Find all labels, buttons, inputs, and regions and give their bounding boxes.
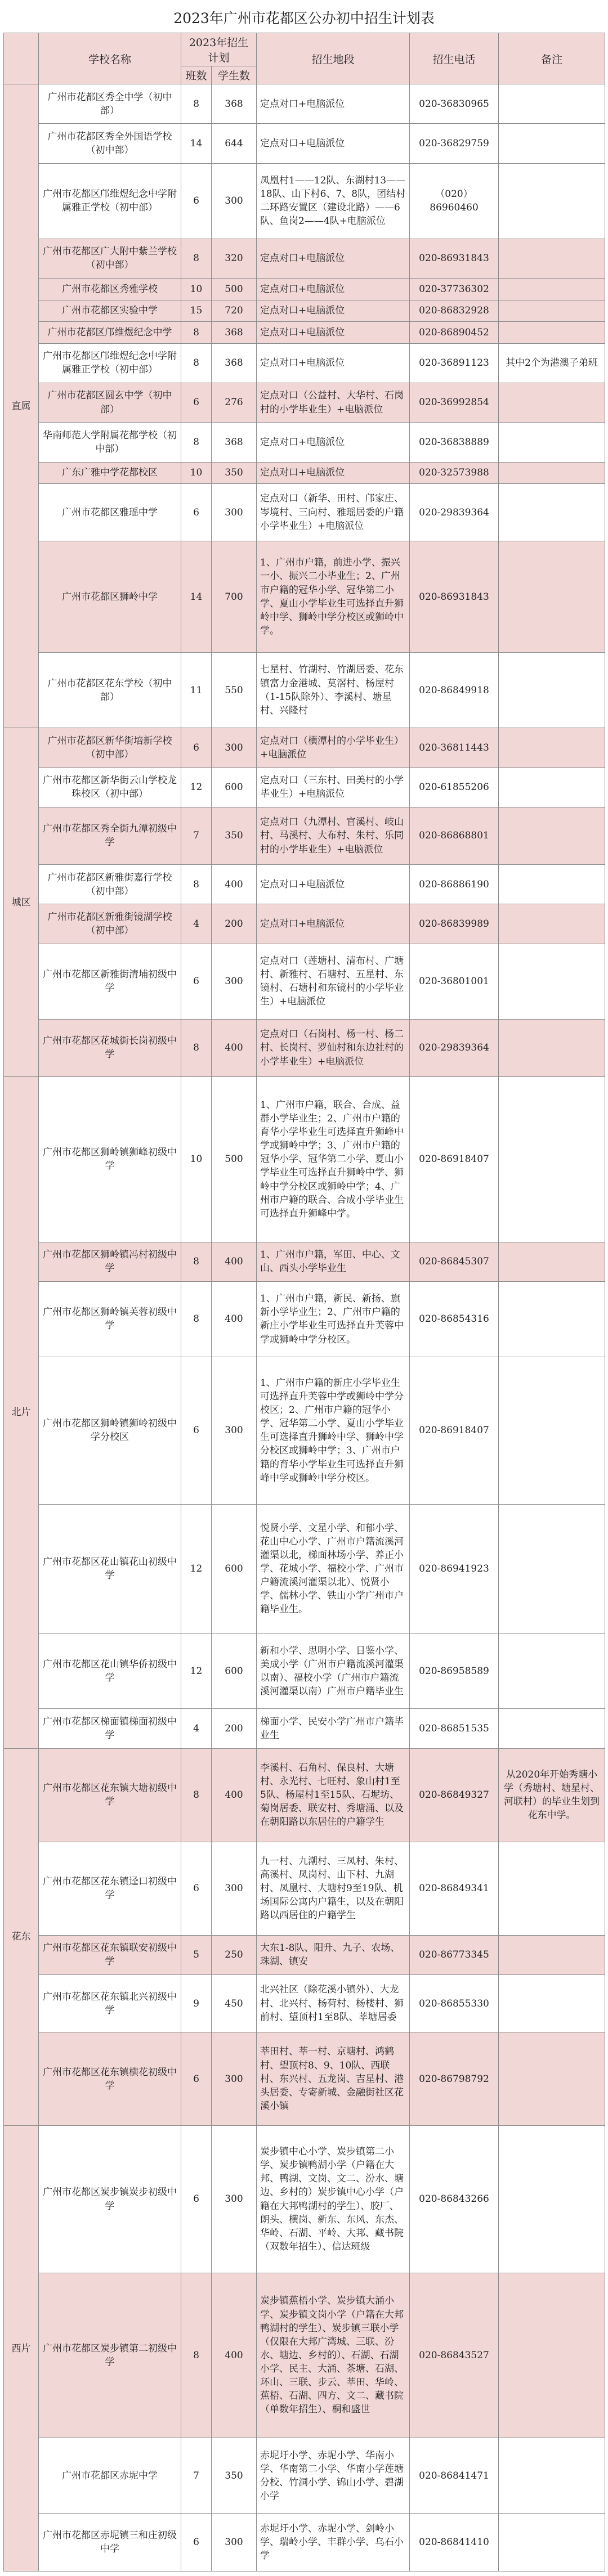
note	[499, 163, 605, 239]
school-name: 广州市花都区新华街云山学校龙珠校区（初中部）	[39, 768, 181, 807]
enrollment-area: 定点对口+电脑派位	[257, 84, 410, 124]
student-count: 368	[212, 322, 257, 343]
table-row	[4, 807, 605, 864]
phone-number: 020-86849918	[410, 653, 499, 728]
school-name: 广州市花都区广大附中紫兰学校（初中部）	[39, 239, 181, 278]
student-count: 500	[212, 1077, 257, 1242]
table-row	[4, 1975, 605, 2032]
school-name: 广州市花都区狮岭镇芙蓉初级中学	[39, 1281, 181, 1357]
note	[499, 279, 605, 300]
phone-number: 020-86958589	[410, 1633, 499, 1709]
phone-number: 020-36801001	[410, 944, 499, 1019]
school-name: 广州市花都区花东镇联安初级中学	[39, 1935, 181, 1974]
student-count: 644	[212, 124, 257, 163]
class-count: 12	[181, 1633, 212, 1709]
enrollment-area: 定点对口（莲塘村、清布村、广塘村、新雅村、石塘村、五星村、东镜村、石塘村和东镜村的小学毕业生）+电脑派位	[257, 944, 410, 1019]
enrollment-area: 大东1-8队、阳升、九子、农场、珠湖、镇安	[257, 1935, 410, 1974]
note	[499, 383, 605, 422]
class-count: 6	[181, 2126, 212, 2273]
note	[499, 84, 605, 124]
table-row	[4, 2273, 605, 2438]
school-name: 广州市花都区秀雅学校	[39, 279, 181, 300]
class-count: 6	[181, 728, 212, 768]
enrollment-area: 定点对口+电脑派位	[257, 322, 410, 343]
table-row	[4, 1281, 605, 1357]
phone-number: 020-36829759	[410, 124, 499, 163]
enrollment-area: 定点对口+电脑派位	[257, 865, 410, 904]
note	[499, 1633, 605, 1709]
enrollment-area: 定点对口+电脑派位	[257, 343, 410, 383]
school-name: 华南师范大学附属花都学校（初中部）	[39, 423, 181, 462]
phone-number: 020-86839989	[410, 904, 499, 944]
table-row	[4, 1077, 605, 1242]
class-count: 6	[181, 2032, 212, 2126]
class-count: 8	[181, 1242, 212, 1281]
enrollment-area: 梯面小学、民安小学广州市户籍毕业生	[257, 1709, 410, 1748]
school-name: 广州市花都区花城街长岗初级中学	[39, 1019, 181, 1076]
class-count: 10	[181, 1077, 212, 1242]
class-count: 8	[181, 865, 212, 904]
phone-number: 020-86845307	[410, 1242, 499, 1281]
student-count: 450	[212, 1975, 257, 2032]
class-count: 6	[181, 163, 212, 239]
enrollment-area: 七星村、竹湖村、竹湖居委、花东镇富力金港城、莫滘村、杨屋村（1-15队除外）、李溪村、塘星村、兴隆村	[257, 653, 410, 728]
school-name: 广州市花都区花东镇迳口初级中学	[39, 1842, 181, 1935]
school-name: 广州市花都区圆玄中学（初中部）	[39, 383, 181, 422]
class-count: 12	[181, 768, 212, 807]
enrollment-area: 定点对口（公益村、大华村、石岗村的小学毕业生）+电脑派位	[257, 383, 410, 422]
note	[499, 462, 605, 483]
note	[499, 1281, 605, 1357]
table-row	[4, 768, 605, 807]
header-students: 学生数	[212, 66, 257, 84]
school-name: 广州市花都区花东学校（初中部）	[39, 653, 181, 728]
table-row	[4, 300, 605, 321]
group-label: 花东	[4, 1748, 39, 2125]
phone-number: 020-86931843	[410, 239, 499, 278]
phone-number: 020-86832928	[410, 300, 499, 321]
class-count: 7	[181, 2438, 212, 2514]
note	[499, 904, 605, 944]
school-name: 广州市花都区花东镇北兴初级中学	[39, 1975, 181, 2032]
phone-number: 020-86773345	[410, 1935, 499, 1974]
class-count: 11	[181, 653, 212, 728]
enrollment-area: 定点对口（三东村、田美村的小学毕业生）+电脑派位	[257, 768, 410, 807]
table-body	[4, 84, 605, 2571]
phone-number: 020-86849341	[410, 1842, 499, 1935]
enrollment-area: 定点对口（九潭村、官溪村、岐山村、马溪村、大布村、朱村、乐同村的小学毕业生）+电脑派位	[257, 807, 410, 864]
student-count: 300	[212, 1357, 257, 1505]
class-count: 5	[181, 1935, 212, 1974]
class-count: 7	[181, 807, 212, 864]
class-count: 8	[181, 322, 212, 343]
school-name: 广州市花都区雅瑶中学	[39, 484, 181, 541]
school-name: 广州市花都区炭步镇炭步初级中学	[39, 2126, 181, 2273]
student-count: 368	[212, 343, 257, 383]
school-name: 广州市花都区邝维煜纪念中学	[39, 322, 181, 343]
phone-number: 020-86843527	[410, 2273, 499, 2438]
enrollment-area: 1、广州市户籍，前进小学、振兴一小、振兴二小毕业生；2、广州市户籍的冠华小学、冠华第二小学、夏山小学毕业生可选择直升狮岭中学、狮岭中学分校区或狮岭中学。	[257, 541, 410, 653]
student-count: 300	[212, 1842, 257, 1935]
class-count: 14	[181, 541, 212, 653]
student-count: 400	[212, 2273, 257, 2438]
note	[499, 2438, 605, 2514]
student-count: 276	[212, 383, 257, 422]
school-name: 广州市花都区狮岭中学	[39, 541, 181, 653]
phone-number: 020-86918407	[410, 1357, 499, 1505]
student-count: 300	[212, 484, 257, 541]
school-name: 广州市花都区狮岭镇狮峰初级中学	[39, 1077, 181, 1242]
note	[499, 2273, 605, 2438]
table-row	[4, 322, 605, 343]
phone-number: 020-86841410	[410, 2514, 499, 2571]
phone-number: 020-86941923	[410, 1504, 499, 1633]
student-count: 320	[212, 239, 257, 278]
note	[499, 2514, 605, 2571]
note	[499, 1242, 605, 1281]
class-count: 8	[181, 1281, 212, 1357]
class-count: 4	[181, 904, 212, 944]
table-row	[4, 2032, 605, 2126]
enrollment-area: 定点对口+电脑派位	[257, 462, 410, 483]
enrollment-area: 北兴社区（除花溪小镇外）、大龙村、北兴村、杨荷村、杨楼村、狮前村、望顶村1至8队、莘塘居委	[257, 1975, 410, 2032]
school-name: 广州市花都区狮岭镇冯村初级中学	[39, 1242, 181, 1281]
school-name: 广州市花都区梯面镇梯面初级中学	[39, 1709, 181, 1748]
phone-number: 020-86868801	[410, 807, 499, 864]
note	[499, 1357, 605, 1505]
note	[499, 239, 605, 278]
enrollment-area: 炭步镇蕉梧小学、炭步镇大涌小学、炭步镇文岗小学（户籍在大邦鸭湖村的学生）、炭步镇三联小学（仅限在大邦广湾城、三联、汾水、塘边、乡村的）、石湖、石湖小学、民主、大涌、茶塘、石湖、环山、三联、步云、莘田、华岭、蕉梧、石湖、四方、文二、藏书院（单数年招生）、桐和盛世	[257, 2273, 410, 2438]
student-count: 250	[212, 1935, 257, 1974]
class-count: 15	[181, 300, 212, 321]
header-plan: 2023年招生计划	[181, 33, 257, 66]
school-name: 广州市花都区花东镇大塘初级中学	[39, 1748, 181, 1842]
class-count: 6	[181, 1842, 212, 1935]
student-count: 300	[212, 728, 257, 768]
phone-number: 020-36992854	[410, 383, 499, 422]
group-label: 西片	[4, 2126, 39, 2571]
note	[499, 322, 605, 343]
phone-number: 020-36830965	[410, 84, 499, 124]
group-label: 北片	[4, 1077, 39, 1749]
class-count: 10	[181, 279, 212, 300]
enrollment-area: 定点对口+电脑派位	[257, 423, 410, 462]
header-school: 学校名称	[39, 33, 181, 84]
student-count: 350	[212, 2438, 257, 2514]
enrollment-area: 莘田村、莘一村、京塘村、鸿鹤村、望顶村8、9、10队、西联村、东兴村、五龙岗、吉星村、港头居委、专寄新城、金融街社区花溪小镇	[257, 2032, 410, 2126]
phone-number: 020-86855330	[410, 1975, 499, 2032]
enrollment-area: 1、广州市户籍的新庄小学毕业生可选择直升芙蓉中学或狮岭中学分校区；2、广州市户籍的冠华小学、冠华第二小学、夏山小学毕业生可选择直升狮岭中学、狮岭中学分校区或狮岭中学；3、广州市户籍的育华小学毕业生可选择直升狮峰中学或狮岭中学分校区。	[257, 1357, 410, 1505]
phone-number: 020-36811443	[410, 728, 499, 768]
note	[499, 1935, 605, 1974]
header-group-cell	[4, 33, 39, 84]
phone-number: 020-86886190	[410, 865, 499, 904]
note	[499, 1504, 605, 1633]
table-row	[4, 343, 605, 383]
class-count: 8	[181, 239, 212, 278]
table-row	[4, 2514, 605, 2571]
student-count: 400	[212, 865, 257, 904]
table-row	[4, 1842, 605, 1935]
class-count: 4	[181, 1709, 212, 1748]
group-label: 城区	[4, 728, 39, 1077]
school-name: 广州市花都区新雅街清埔初级中学	[39, 944, 181, 1019]
student-count: 400	[212, 1748, 257, 1842]
student-count: 700	[212, 541, 257, 653]
phone-number: 020-86843266	[410, 2126, 499, 2273]
note	[499, 124, 605, 163]
school-name: 广州市花都区炭步镇第二初级中学	[39, 2273, 181, 2438]
enrollment-table	[3, 33, 605, 2571]
table-row	[4, 2438, 605, 2514]
school-name: 广州市花都区秀全街九潭初级中学	[39, 807, 181, 864]
table-row	[4, 124, 605, 163]
note	[499, 653, 605, 728]
enrollment-area: 定点对口（石岗村、杨一村、杨二村、长岗村、罗仙村和东边社村的小学毕业生）+电脑派位	[257, 1019, 410, 1076]
school-name: 广州市花都区赤坭镇三和庄初级中学	[39, 2514, 181, 2571]
enrollment-area: 定点对口（横潭村的小学毕业生）+电脑派位	[257, 728, 410, 768]
note	[499, 300, 605, 321]
class-count: 10	[181, 462, 212, 483]
note	[499, 865, 605, 904]
class-count: 6	[181, 944, 212, 1019]
class-count: 8	[181, 84, 212, 124]
class-count: 8	[181, 2273, 212, 2438]
phone-number: 020-86851535	[410, 1709, 499, 1748]
student-count: 300	[212, 2126, 257, 2273]
note	[499, 728, 605, 768]
note	[499, 541, 605, 653]
school-name: 广州市花都区实验中学	[39, 300, 181, 321]
table-row	[4, 1504, 605, 1633]
class-count: 6	[181, 484, 212, 541]
enrollment-area: 定点对口+电脑派位	[257, 279, 410, 300]
student-count: 200	[212, 904, 257, 944]
enrollment-area: 九一村、九潮村、三凤村、朱村、高溪村、凤岗村、山下村、九湖村、凤凰村、大塘村9至19队、机场国际公寓内户籍生，以及在朝阳路以西居住的户籍学生	[257, 1842, 410, 1935]
student-count: 300	[212, 944, 257, 1019]
enrollment-area: 凤凰村1——12队、东湖村13——18队、山下村6、7、8队，团结村二环路安置区（建设北路）——6队、鱼岗2——4队+电脑派位	[257, 163, 410, 239]
note	[499, 1709, 605, 1748]
table-row	[4, 728, 605, 768]
class-count: 8	[181, 343, 212, 383]
enrollment-area: 定点对口+电脑派位	[257, 300, 410, 321]
phone-number: 020-86841471	[410, 2438, 499, 2514]
school-name: 广州市花都区狮岭镇狮岭初级中学分校区	[39, 1357, 181, 1505]
student-count: 368	[212, 423, 257, 462]
student-count: 400	[212, 1242, 257, 1281]
school-name: 广州市花都区花山镇花山初级中学	[39, 1504, 181, 1633]
note	[499, 944, 605, 1019]
table-row	[4, 84, 605, 124]
phone-number: 020-86849327	[410, 1748, 499, 1842]
note	[499, 484, 605, 541]
phone-number: 020-36838889	[410, 423, 499, 462]
note	[499, 768, 605, 807]
table-row	[4, 2126, 605, 2273]
enrollment-area: 1、广州市户籍，新民、新扬、旗新小学毕业生；2、广州市户籍的新庄小学毕业生可选择直升芙蓉中学或狮岭中学分校区。	[257, 1281, 410, 1357]
enrollment-area: 1、广州市户籍，军田、中心、文山、西头小学毕业生	[257, 1242, 410, 1281]
student-count: 200	[212, 1709, 257, 1748]
class-count: 6	[181, 1357, 212, 1505]
phone-number: 020-86890452	[410, 322, 499, 343]
enrollment-area: 定点对口+电脑派位	[257, 904, 410, 944]
student-count: 720	[212, 300, 257, 321]
class-count: 14	[181, 124, 212, 163]
school-name: 广州市花都区赤坭中学	[39, 2438, 181, 2514]
school-name: 广州市花都区邝维煜纪念中学附属雅正学校（初中部）	[39, 343, 181, 383]
enrollment-area: 赤坭圩小学、赤坭小学、华南小学、华南第二小学、华南小学莲塘分校、竹洞小学、锦山小学、碧湖小学	[257, 2438, 410, 2514]
table-row	[4, 462, 605, 483]
school-name: 广州市花都区秀全中学（初中部）	[39, 84, 181, 124]
class-count: 8	[181, 423, 212, 462]
table-row	[4, 653, 605, 728]
table-row	[4, 423, 605, 462]
phone-number: 020-61855206	[410, 768, 499, 807]
student-count: 350	[212, 462, 257, 483]
header-classes: 班数	[181, 66, 212, 84]
table-row	[4, 541, 605, 653]
class-count: 6	[181, 383, 212, 422]
enrollment-area: 1、广州市户籍，联合、合成、益群小学毕业生；2、广州市户籍的育华小学毕业生可选择直升狮峰中学或狮岭中学；3、广州市户籍的冠华小学、冠华第二小学、夏山小学毕业生可选择直升狮岭中学、狮岭中学分校区或狮岭中学；4、广州市户籍的联合、合成小学毕业生可选择直升狮峰中学。	[257, 1077, 410, 1242]
phone-number: 020-86931843	[410, 541, 499, 653]
school-name: 广州市花都区新华街培新学校（初中部）	[39, 728, 181, 768]
table-row	[4, 865, 605, 904]
class-count: 8	[181, 1019, 212, 1076]
table-row	[4, 383, 605, 422]
enrollment-area: 定点对口+电脑派位	[257, 239, 410, 278]
note	[499, 2032, 605, 2126]
school-name: 广州市花都区新雅街嘉行学校（初中部）	[39, 865, 181, 904]
note	[499, 1077, 605, 1242]
student-count: 600	[212, 1633, 257, 1709]
class-count: 12	[181, 1504, 212, 1633]
enrollment-area: 悦贤小学、文星小学、和郁小学、花山中心小学、广州市户籍流溪河灌渠以北，梯面林场小学、养正小学、花城小学、福校小学、广州市户籍流溪河灌渠以北）、悦贤小学、儒林小学、铁山小学广州市户籍毕业生。	[257, 1504, 410, 1633]
student-count: 600	[212, 1504, 257, 1633]
table-row	[4, 1709, 605, 1748]
school-name: 广州市花都区花东镇横花初级中学	[39, 2032, 181, 2126]
school-name: 广州市花都区秀全外国语学校（初中部）	[39, 124, 181, 163]
table-row	[4, 1748, 605, 1842]
table-row	[4, 163, 605, 239]
student-count: 300	[212, 2032, 257, 2126]
note: 从2020年开始秀塘小学（秀塘村、塘星村、河联村）的毕业生划到花东中学。	[499, 1748, 605, 1842]
header-area: 招生地段	[257, 33, 410, 84]
table-row	[4, 1935, 605, 1974]
class-count: 8	[181, 1748, 212, 1842]
school-name: 广州市花都区邝维煜纪念中学附属雅正学校（初中部）	[39, 163, 181, 239]
phone-number: 020-36891123	[410, 343, 499, 383]
student-count: 400	[212, 1281, 257, 1357]
phone-number: 020-29839364	[410, 1019, 499, 1076]
enrollment-area: 赤坭圩小学、赤坭小学、剑岭小学、瑞岭小学、丰群小学、乌石小学	[257, 2514, 410, 2571]
enrollment-area: 定点对口（新华、田村、邝家庄、岑境村、三向村、雅瑶居委的户籍小学毕业生）+电脑派位	[257, 484, 410, 541]
group-label: 直属	[4, 84, 39, 728]
class-count: 9	[181, 1975, 212, 2032]
student-count: 368	[212, 84, 257, 124]
note: 其中2个为港澳子弟班	[499, 343, 605, 383]
class-count: 6	[181, 2514, 212, 2571]
note	[499, 1842, 605, 1935]
table-row	[4, 484, 605, 541]
enrollment-area: 炭步镇中心小学、炭步镇第二小学、炭步镇鸭湖小学（户籍在大邦、鸭湖、文岗、文二、汾水、塘边、乡村的）炭步镇中心小学（户籍在大邦鸭湖村的学生）、胶厂、朗头、横岗、新东、东风、东杰、华岭、石湖、平岭、大邦、藏书院（双数年招生）、信达班级	[257, 2126, 410, 2273]
header-note: 备注	[499, 33, 605, 84]
enrollment-area: 新和小学、思明小学、日鉴小学、美成小学（广州市户籍流溪河灌渠以南）、福校小学（广州市户籍流溪河灌渠以南）广州市户籍毕业生	[257, 1633, 410, 1709]
phone-number: 020-29839364	[410, 484, 499, 541]
enrollment-area: 李溪村、石角村、保良村、大塘村、永光村、七旺村、象山村1至5队、杨屋村1至15队、石坭坊、菊岗居委、联安村、秀塘涌、以及在朝阳路以东居住的户籍学生	[257, 1748, 410, 1842]
phone-number: 020-37736302	[410, 279, 499, 300]
table-row	[4, 1357, 605, 1505]
phone-number: （020）86960460	[410, 163, 499, 239]
phone-number: 020-86798792	[410, 2032, 499, 2126]
note	[499, 807, 605, 864]
note	[499, 423, 605, 462]
phone-number: 020-86918407	[410, 1077, 499, 1242]
table-row	[4, 944, 605, 1019]
note	[499, 1975, 605, 2032]
header-phone: 招生电话	[410, 33, 499, 84]
student-count: 300	[212, 2514, 257, 2571]
table-row	[4, 1633, 605, 1709]
page-title: 2023年广州市花都区公办初中招生计划表	[173, 10, 435, 26]
table-row	[4, 279, 605, 300]
school-name: 广东广雅中学花都校区	[39, 462, 181, 483]
student-count: 350	[212, 807, 257, 864]
note	[499, 2126, 605, 2273]
school-name: 广州市花都区花山镇华侨初级中学	[39, 1633, 181, 1709]
phone-number: 020-32573988	[410, 462, 499, 483]
table-row	[4, 1242, 605, 1281]
student-count: 400	[212, 1019, 257, 1076]
table-row	[4, 904, 605, 944]
enrollment-area: 定点对口+电脑派位	[257, 124, 410, 163]
phone-number: 020-86854316	[410, 1281, 499, 1357]
student-count: 300	[212, 163, 257, 239]
student-count: 600	[212, 768, 257, 807]
student-count: 500	[212, 279, 257, 300]
table-row	[4, 1019, 605, 1076]
note	[499, 1019, 605, 1076]
table-row	[4, 239, 605, 278]
school-name: 广州市花都区新雅街镜湖学校（初中部）	[39, 904, 181, 944]
student-count: 550	[212, 653, 257, 728]
